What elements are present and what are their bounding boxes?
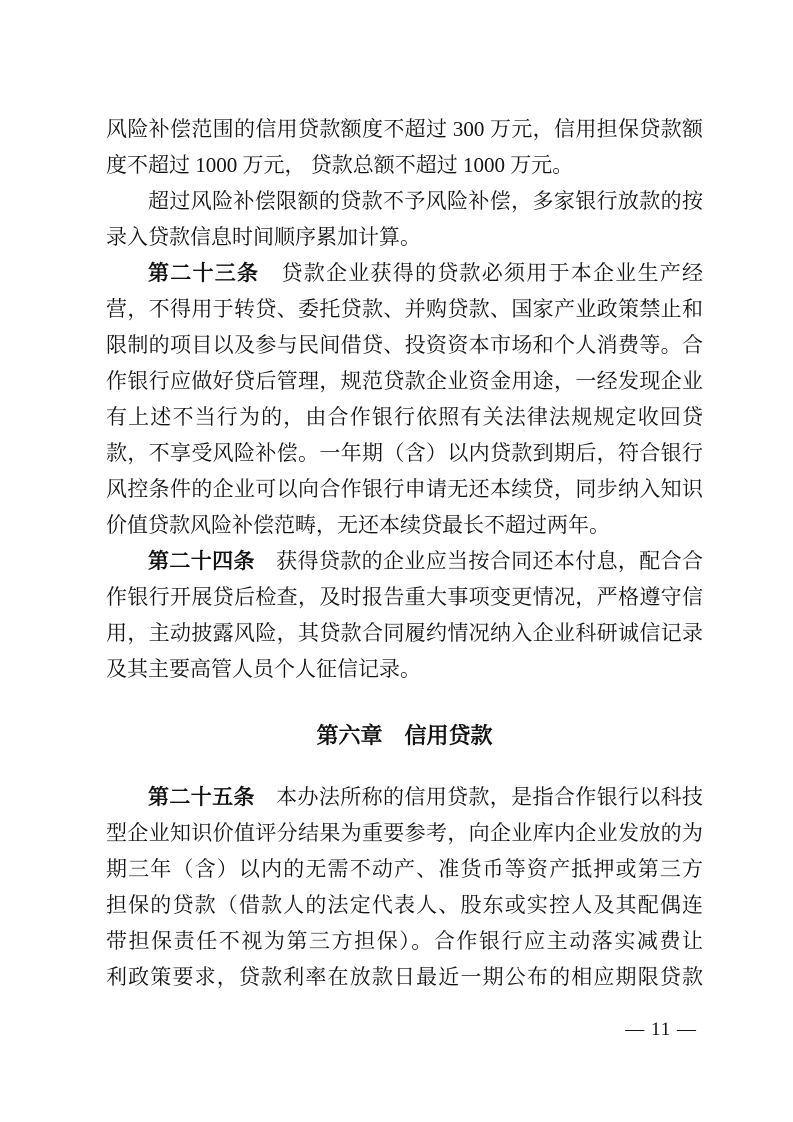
- text-line: [106, 815, 703, 851]
- line-text: 营，不得用于转贷、委托贷款、并购贷款、国家产业政策禁止和: [106, 297, 703, 321]
- text-line: [106, 959, 703, 995]
- line-text: 及其主要高管人员个人征信记录。: [106, 657, 421, 681]
- line-text: 贷款企业获得的贷款必须用于本企业生产经: [259, 261, 703, 285]
- text-line: [106, 255, 703, 291]
- text-line: [106, 327, 703, 363]
- article-number: 第二十五条: [148, 785, 255, 809]
- text-line: [106, 651, 703, 687]
- text-line: [106, 291, 703, 327]
- text-line: [106, 579, 703, 615]
- line-text: 第六章 信用贷款: [316, 723, 493, 748]
- text-line: [106, 779, 703, 815]
- line-text: 有上述不当行为的，由合作银行依照有关法律法规规定收回贷: [106, 405, 703, 429]
- line-text: 担保的贷款（借款人的法定代表人、股东或实控人及其配偶连: [106, 893, 703, 917]
- line-text: 期三年（含）以内的无需不动产、准货币等资产抵押或第三方: [106, 857, 703, 881]
- text-line: [106, 363, 703, 399]
- text-line: [106, 471, 703, 507]
- text-line: [106, 399, 703, 435]
- line-text: 本办法所称的信用贷款，是指合作银行以科技: [254, 785, 704, 809]
- line-text: 价值贷款风险补偿范畴，无还本续贷最长不超过两年。: [106, 513, 610, 537]
- line-text: 度不超过 1000 万元， 贷款总额不超过 1000 万元。: [106, 153, 574, 177]
- line-text: 获得贷款的企业应当按合同还本付息，配合合: [254, 549, 704, 573]
- line-text: 作银行应做好贷后管理，规范贷款企业资金用途，一经发现企业: [106, 369, 703, 393]
- text-line: [106, 543, 703, 579]
- line-text: 款，不享受风险补偿。一年期（含）以内贷款到期后，符合银行: [106, 441, 703, 465]
- text-line: [106, 507, 703, 543]
- text-line: [106, 111, 703, 147]
- line-text: 超过风险补偿限额的贷款不予风险补偿，多家银行放款的按: [148, 189, 703, 213]
- article-number: 第二十四条: [148, 549, 255, 573]
- line-text: 带担保责任不视为第三方担保）。合作银行应主动落实减费让: [106, 929, 703, 953]
- page-number: — 11 —: [625, 1019, 697, 1040]
- line-text: 录入贷款信息时间顺序累加计算。: [106, 225, 421, 249]
- text-line: [106, 615, 703, 651]
- line-text: 作银行开展贷后检查，及时报告重大事项变更情况，严格遵守信: [106, 585, 703, 609]
- text-line: [106, 887, 703, 923]
- document-body: [106, 111, 703, 995]
- line-text: 风险补偿范围的信用贷款额度不超过 300 万元，信用担保贷款额: [106, 117, 703, 141]
- article-number: 第二十三条: [148, 261, 260, 285]
- line-text: 限制的项目以及参与民间借贷、投资资本市场和个人消费等。合: [106, 333, 703, 357]
- line-text: 用，主动披露风险，其贷款合同履约情况纳入企业科研诚信记录: [106, 621, 703, 645]
- text-line: [106, 147, 703, 183]
- text-line: [106, 219, 703, 255]
- text-line: [106, 435, 703, 471]
- text-line: [106, 923, 703, 959]
- chapter-heading: [106, 718, 703, 754]
- line-text: 利政策要求，贷款利率在放款日最近一期公布的相应期限贷款: [106, 965, 703, 989]
- line-text: 风控条件的企业可以向合作银行申请无还本续贷，同步纳入知识: [106, 477, 703, 501]
- text-line: [106, 183, 703, 219]
- text-line: [106, 851, 703, 887]
- line-text: 型企业知识价值评分结果为重要参考，向企业库内企业发放的为: [106, 821, 703, 845]
